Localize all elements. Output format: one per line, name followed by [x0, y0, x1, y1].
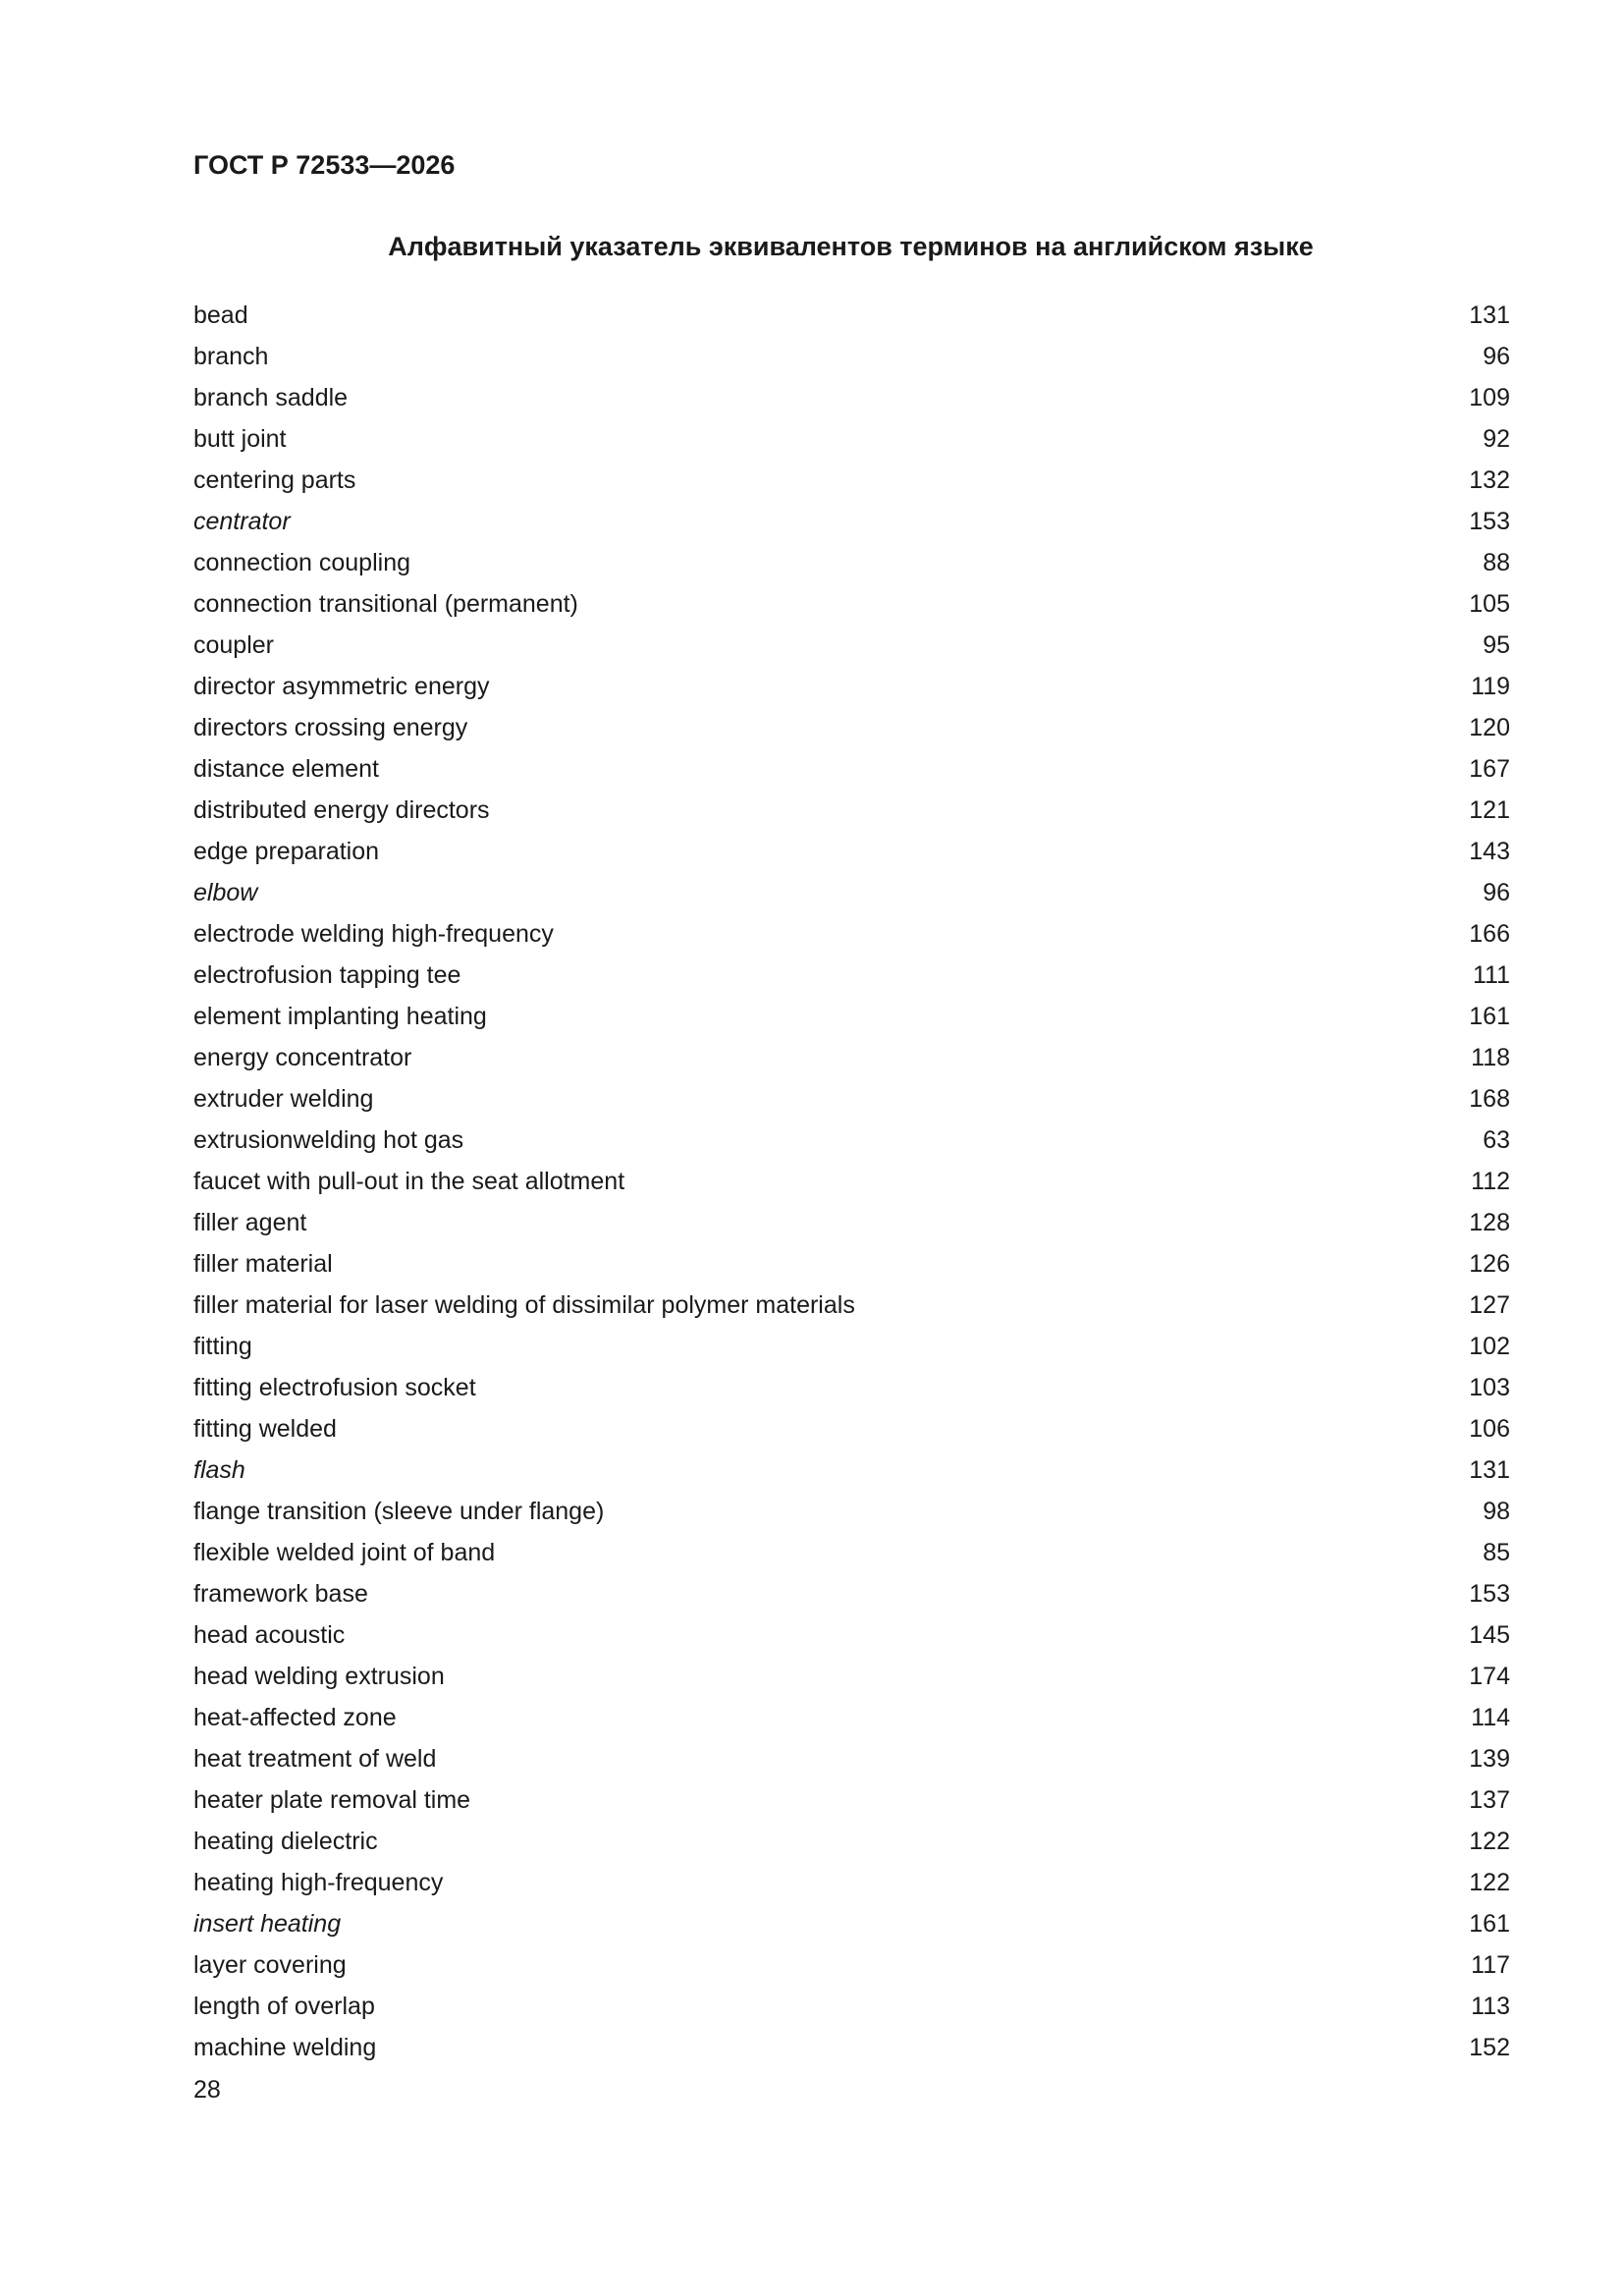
- index-entry: [193, 913, 1510, 955]
- index-entry: [193, 748, 1510, 790]
- index-entry: [193, 872, 1510, 913]
- index-entry-term: butt joint: [193, 424, 287, 453]
- index-entry-term: extruder welding: [193, 1084, 374, 1113]
- index-entry-ref: 152: [1469, 2033, 1510, 2061]
- index-entry-term: framework base: [193, 1579, 368, 1608]
- index-entry: [193, 1903, 1510, 1944]
- index-entry-ref: 112: [1471, 1167, 1510, 1195]
- index-entry: [193, 542, 1510, 583]
- index-entry: [193, 625, 1510, 666]
- index-entry-term: machine welding: [193, 2033, 377, 2061]
- index-entry: [193, 1821, 1510, 1862]
- index-entry: [193, 501, 1510, 542]
- index-entry: [193, 996, 1510, 1037]
- index-entry-ref: 167: [1469, 754, 1510, 783]
- index-entry-term: electrofusion tapping tee: [193, 960, 461, 989]
- index-entry: [193, 1243, 1510, 1285]
- index-entry: [193, 831, 1510, 872]
- index-entry-ref: 137: [1469, 1785, 1510, 1814]
- index-entry: [193, 1037, 1510, 1078]
- index-entry: [193, 1120, 1510, 1161]
- index-entry: [193, 666, 1510, 707]
- index-entry-ref: 131: [1469, 301, 1510, 329]
- index-entry-ref: 106: [1469, 1414, 1510, 1443]
- index-entry: [193, 1986, 1510, 2027]
- index-entry-term: fitting welded: [193, 1414, 337, 1443]
- index-entry: [193, 1491, 1510, 1532]
- index-entry: [193, 1944, 1510, 1986]
- index-entry-ref: 118: [1471, 1043, 1510, 1071]
- index-entry-term: insert heating: [193, 1909, 342, 1938]
- index-entry-term: connection coupling: [193, 548, 410, 576]
- index-entry-term: centrator: [193, 507, 291, 535]
- index-entry-term: branch saddle: [193, 383, 349, 411]
- index-entry-ref: 166: [1469, 919, 1510, 948]
- index-entry: [193, 460, 1510, 501]
- index-entry: [193, 2027, 1510, 2068]
- index-entry-term: centering parts: [193, 465, 356, 494]
- index-entry: [193, 583, 1510, 625]
- index-entry-ref: 127: [1469, 1290, 1510, 1319]
- index-entry-term: elbow: [193, 878, 258, 906]
- index-entry-ref: 131: [1469, 1455, 1510, 1484]
- index-entry: [193, 1738, 1510, 1779]
- index-entry-term: extrusionwelding hot gas: [193, 1125, 464, 1154]
- index-entry-ref: 132: [1469, 465, 1510, 494]
- index-entry: [193, 707, 1510, 748]
- index-entry-ref: 153: [1469, 1579, 1510, 1608]
- index-entry: [193, 790, 1510, 831]
- index-entry-ref: 85: [1483, 1538, 1510, 1566]
- index-entry-ref: 161: [1469, 1909, 1510, 1938]
- index-entry-ref: 98: [1483, 1497, 1510, 1525]
- index-entry-term: energy concentrator: [193, 1043, 412, 1071]
- index-entry: [193, 1697, 1510, 1738]
- index-entry-term: faucet with pull-out in the seat allotment: [193, 1167, 625, 1195]
- index-entry-ref: 120: [1469, 713, 1510, 741]
- index-entry: [193, 1285, 1510, 1326]
- index-entry: [193, 336, 1510, 377]
- index-entry-term: filler material: [193, 1249, 333, 1278]
- index-entry-term: fitting electrofusion socket: [193, 1373, 476, 1401]
- index-entry-ref: 102: [1469, 1332, 1510, 1360]
- index-entry-ref: 88: [1483, 548, 1510, 576]
- index-entry-term: directors crossing energy: [193, 713, 468, 741]
- index-entry-term: distance element: [193, 754, 380, 783]
- index-entry-term: heat treatment of weld: [193, 1744, 437, 1773]
- index-entry: [193, 1614, 1510, 1656]
- index-entry-term: length of overlap: [193, 1992, 375, 2020]
- index-entry-ref: 92: [1483, 424, 1510, 453]
- index-entry-ref: 113: [1471, 1992, 1510, 2020]
- index-entry-term: director asymmetric energy: [193, 672, 490, 700]
- index-entry-term: head acoustic: [193, 1620, 346, 1649]
- index-entry-ref: 126: [1469, 1249, 1510, 1278]
- document-code: ГОСТ Р 72533—2026: [193, 150, 456, 180]
- index-entry-ref: 109: [1469, 383, 1510, 411]
- index-entry-ref: 95: [1483, 630, 1510, 659]
- index-entry: [193, 1161, 1510, 1202]
- index-entry-ref: 143: [1469, 837, 1510, 865]
- index-entry: [193, 1532, 1510, 1573]
- index-entry-ref: 105: [1469, 589, 1510, 618]
- index-entry-ref: 153: [1469, 507, 1510, 535]
- index-entry-term: bead: [193, 301, 248, 329]
- index-entry: [193, 1078, 1510, 1120]
- index-entry-ref: 128: [1469, 1208, 1510, 1236]
- index-entry-ref: 121: [1469, 795, 1510, 824]
- index-entry-ref: 145: [1469, 1620, 1510, 1649]
- index-entry-term: heating high-frequency: [193, 1868, 444, 1896]
- index-entry: [193, 1326, 1510, 1367]
- index-entry-term: coupler: [193, 630, 274, 659]
- index-entry-term: layer covering: [193, 1950, 347, 1979]
- index-entry-ref: 96: [1483, 878, 1510, 906]
- index-entry-ref: 96: [1483, 342, 1510, 370]
- index-entry-ref: 111: [1472, 960, 1510, 989]
- index-entry-ref: 103: [1469, 1373, 1510, 1401]
- index-entry-term: distributed energy directors: [193, 795, 490, 824]
- index-entry-term: branch: [193, 342, 269, 370]
- index-entry: [193, 1573, 1510, 1614]
- index-entry: [193, 1656, 1510, 1697]
- index-entry-term: fitting: [193, 1332, 252, 1360]
- index-entry-term: element implanting heating: [193, 1002, 487, 1030]
- index-entry-ref: 119: [1471, 672, 1510, 700]
- index-entry-list: [193, 295, 1510, 2068]
- index-entry: [193, 418, 1510, 460]
- index-entry: [193, 1202, 1510, 1243]
- index-entry-term: flange transition (sleeve under flange): [193, 1497, 605, 1525]
- index-entry-term: filler material for laser welding of dissimilar polymer materials: [193, 1290, 855, 1319]
- index-entry-ref: 63: [1483, 1125, 1510, 1154]
- index-entry-ref: 161: [1469, 1002, 1510, 1030]
- index-entry-ref: 122: [1469, 1827, 1510, 1855]
- index-entry-ref: 139: [1469, 1744, 1510, 1773]
- index-entry-ref: 122: [1469, 1868, 1510, 1896]
- index-entry: [193, 377, 1510, 418]
- index-entry-ref: 114: [1471, 1703, 1510, 1731]
- index-entry-term: electrode welding high-frequency: [193, 919, 554, 948]
- index-entry-term: head welding extrusion: [193, 1662, 445, 1690]
- index-entry-term: flexible welded joint of band: [193, 1538, 496, 1566]
- page-number: 28: [193, 2076, 221, 2104]
- index-entry: [193, 1779, 1510, 1821]
- index-entry-term: heating dielectric: [193, 1827, 378, 1855]
- index-entry: [193, 1367, 1510, 1408]
- index-entry-term: flash: [193, 1455, 245, 1484]
- index-entry: [193, 1408, 1510, 1449]
- index-entry-term: heater plate removal time: [193, 1785, 471, 1814]
- index-entry-term: filler agent: [193, 1208, 307, 1236]
- index-entry: [193, 1862, 1510, 1903]
- index-entry: [193, 955, 1510, 996]
- index-entry: [193, 295, 1510, 336]
- index-title: Алфавитный указатель эквивалентов терминов на английском языке: [388, 232, 1314, 261]
- index-entry-ref: 174: [1469, 1662, 1510, 1690]
- index-entry-ref: 168: [1469, 1084, 1510, 1113]
- index-entry: [193, 1449, 1510, 1491]
- index-entry-ref: 117: [1471, 1950, 1510, 1979]
- index-entry-term: edge preparation: [193, 837, 380, 865]
- index-entry-term: connection transitional (permanent): [193, 589, 578, 618]
- index-entry-term: heat-affected zone: [193, 1703, 397, 1731]
